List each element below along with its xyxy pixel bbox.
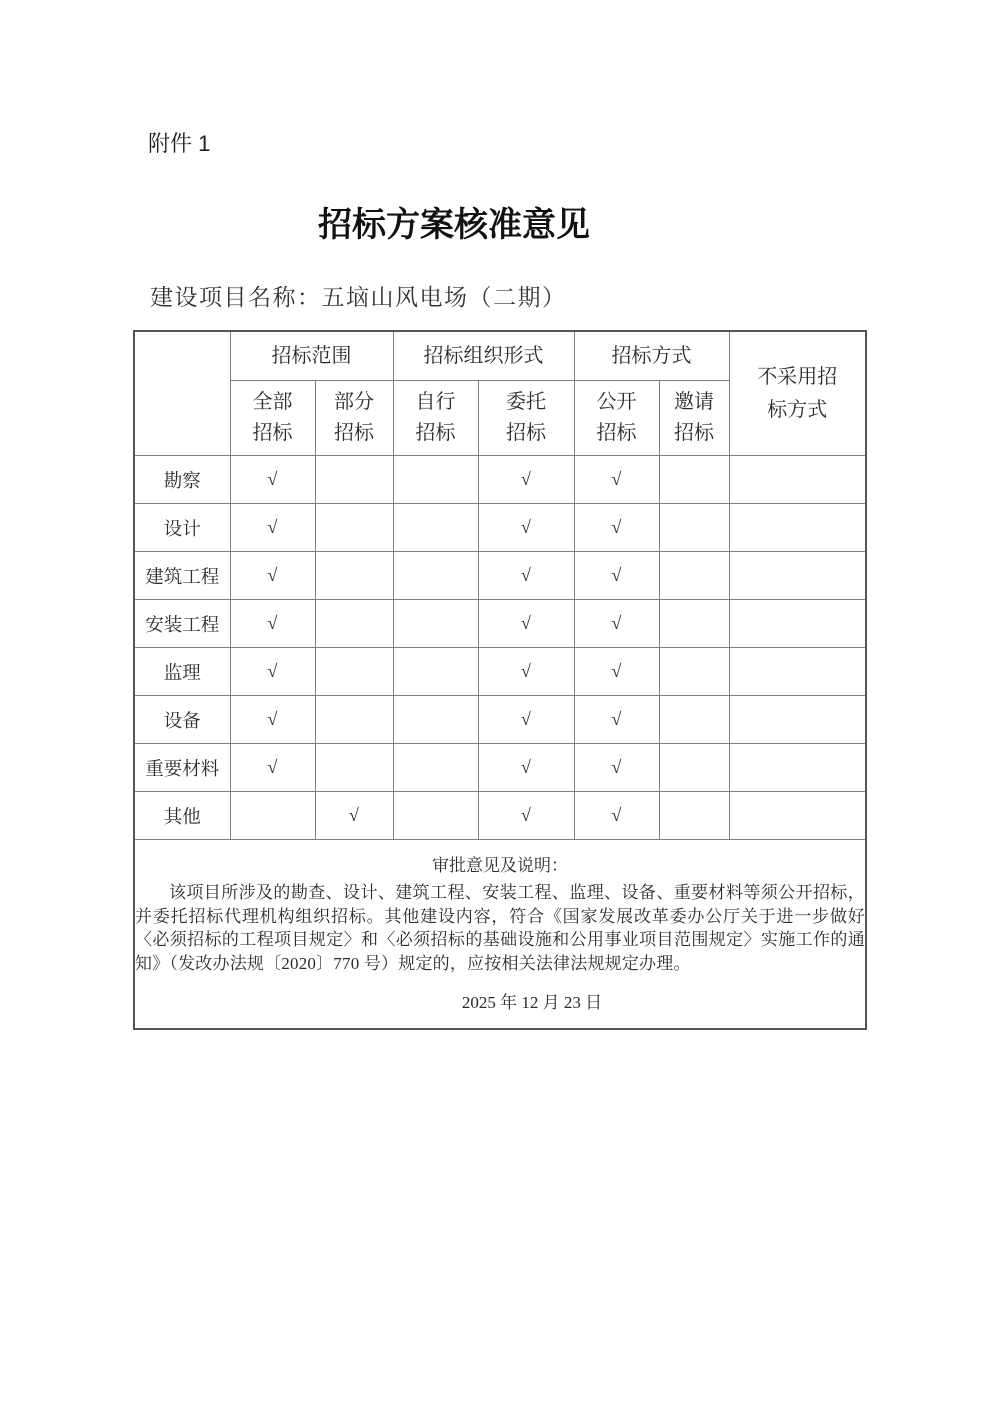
table-row-supervision <box>134 648 866 696</box>
row-label: 建筑工程 <box>134 552 230 600</box>
subheader-open-bidding <box>574 381 659 456</box>
check-cell <box>315 456 393 504</box>
approval-date: 2025 年 12 月 23 日 <box>461 993 603 1012</box>
check-cell <box>315 648 393 696</box>
check-cell: √ <box>230 696 315 744</box>
table-row-installation <box>134 600 866 648</box>
project-name-line: 建设项目名称：五垴山风电场（二期） <box>150 285 567 310</box>
approval-opinion-label: 审批意见及说明： <box>432 856 568 875</box>
approval-opinion-cell <box>134 840 866 1030</box>
check-cell <box>315 504 393 552</box>
check-cell <box>393 744 478 792</box>
row-label: 勘察 <box>134 456 230 504</box>
group-header-bidding-scope: 招标范围 <box>230 331 393 381</box>
check-cell: √ <box>230 600 315 648</box>
row-label: 监理 <box>134 648 230 696</box>
subheader-partial-bidding-label: 部分招标 <box>334 391 374 444</box>
check-cell: √ <box>230 648 315 696</box>
subheader-invited-bidding-label: 邀请招标 <box>674 391 714 444</box>
approval-opinion-text: 该项目所涉及的勘查、设计、建筑工程、安装工程、监理、设备、重要材料等须公开招标，并委托招标代理机构组织招标。其他建设内容，符合《国家发展改革委办公厅关于进一步做好〈必须招标的工程项目规定〉和〈必须招标的基础设施和公用事业项目范围规定〉实施工作的通知》（发改办法规〔2020〕770 号）规定的，应按相关法律法规规定办理。 <box>135 883 865 973</box>
check-cell <box>315 552 393 600</box>
check-cell: √ <box>315 792 393 840</box>
subheader-entrusted-bidding <box>478 381 574 456</box>
table-row-equipment <box>134 696 866 744</box>
check-cell <box>729 552 866 600</box>
check-cell <box>729 600 866 648</box>
header-no-bidding-cell <box>729 331 866 456</box>
table-row-design <box>134 504 866 552</box>
table-row-construction <box>134 552 866 600</box>
corner-cell <box>134 331 230 456</box>
subheader-partial-bidding <box>315 381 393 456</box>
row-label: 设备 <box>134 696 230 744</box>
check-cell: √ <box>478 552 574 600</box>
check-cell: √ <box>574 504 659 552</box>
check-cell <box>659 744 729 792</box>
check-cell: √ <box>230 552 315 600</box>
check-cell: √ <box>574 456 659 504</box>
check-cell <box>659 600 729 648</box>
check-cell: √ <box>230 456 315 504</box>
check-cell: √ <box>574 552 659 600</box>
check-cell <box>729 504 866 552</box>
header-group-row <box>134 331 866 381</box>
approval-table <box>133 330 867 1030</box>
row-label: 重要材料 <box>134 744 230 792</box>
check-cell <box>729 744 866 792</box>
subheader-invited-bidding <box>659 381 729 456</box>
row-label: 安装工程 <box>134 600 230 648</box>
check-cell <box>659 648 729 696</box>
check-cell <box>659 792 729 840</box>
group-header-bidding-organization: 招标组织形式 <box>393 331 574 381</box>
attachment-label: 附件 1 <box>148 131 211 156</box>
subheader-self-bidding-label: 自行招标 <box>415 391 456 444</box>
check-cell: √ <box>478 696 574 744</box>
check-cell: √ <box>574 792 659 840</box>
check-cell <box>659 504 729 552</box>
subheader-full-bidding-label: 全部招标 <box>252 391 293 444</box>
table-row-key-materials <box>134 744 866 792</box>
check-cell <box>729 648 866 696</box>
group-header-bidding-method: 招标方式 <box>574 331 729 381</box>
check-cell <box>393 552 478 600</box>
check-cell <box>393 792 478 840</box>
table-row-other <box>134 792 866 840</box>
check-cell <box>393 696 478 744</box>
subheader-full-bidding <box>230 381 315 456</box>
row-label: 其他 <box>134 792 230 840</box>
check-cell: √ <box>478 504 574 552</box>
subheader-self-bidding <box>393 381 478 456</box>
check-cell: √ <box>478 792 574 840</box>
document-title-wrap <box>0 204 1000 248</box>
check-cell <box>729 456 866 504</box>
check-cell: √ <box>478 648 574 696</box>
check-cell <box>315 744 393 792</box>
check-cell: √ <box>478 744 574 792</box>
header-no-bidding-label: 不采用招标方式 <box>757 365 838 421</box>
table-row-survey <box>134 456 866 504</box>
check-cell: √ <box>478 456 574 504</box>
page-title: 招标方案核准意见 <box>318 207 590 244</box>
check-cell <box>230 792 315 840</box>
check-cell <box>393 600 478 648</box>
check-cell <box>315 600 393 648</box>
check-cell <box>315 696 393 744</box>
check-cell: √ <box>574 648 659 696</box>
approval-row <box>134 840 866 1030</box>
check-cell <box>729 696 866 744</box>
check-cell <box>729 792 866 840</box>
check-cell: √ <box>478 600 574 648</box>
check-cell <box>659 552 729 600</box>
subheader-open-bidding-label: 公开招标 <box>596 391 637 444</box>
subheader-entrusted-bidding-label: 委托招标 <box>506 391 546 444</box>
check-cell: √ <box>230 504 315 552</box>
row-label: 设计 <box>134 504 230 552</box>
check-cell <box>393 504 478 552</box>
check-cell: √ <box>574 696 659 744</box>
check-cell <box>393 456 478 504</box>
check-cell <box>393 648 478 696</box>
check-cell <box>659 696 729 744</box>
check-cell <box>659 456 729 504</box>
check-cell: √ <box>574 600 659 648</box>
check-cell: √ <box>574 744 659 792</box>
check-cell: √ <box>230 744 315 792</box>
